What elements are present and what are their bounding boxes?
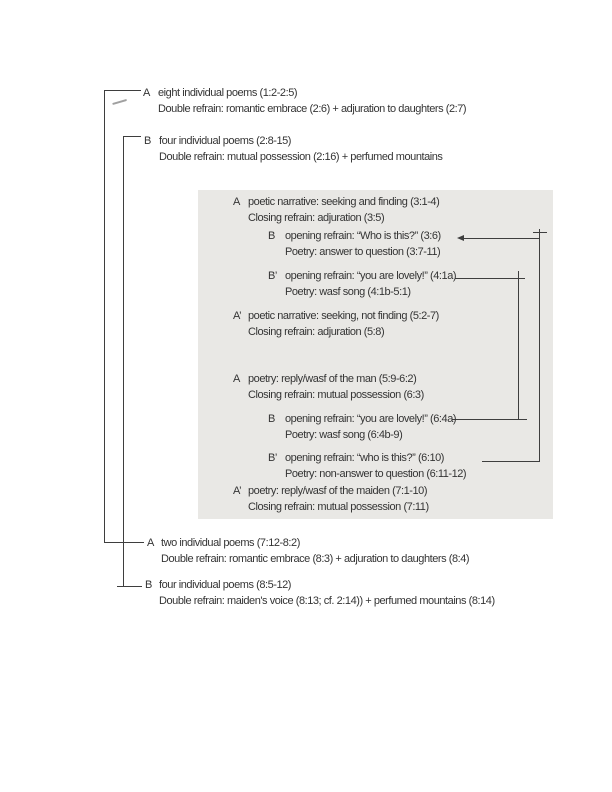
section-label: B’ <box>268 270 277 282</box>
connector-inner-bottom <box>452 419 527 420</box>
bracket-outer-vertical <box>104 90 105 543</box>
outline-entry-box-B2p <box>268 450 466 482</box>
bracket-inner-bottom <box>117 586 142 587</box>
entry-line2: Double refrain: romantic embrace (8:3) + adjuration to daughters (8:4) <box>161 553 470 565</box>
entry-line1: opening refrain: “you are lovely!” (6:4a) <box>285 413 457 425</box>
connector-outer-bottom <box>482 461 540 462</box>
entry-line2: Closing refrain: mutual possession (6:3) <box>248 389 424 401</box>
entry-line2: Poetry: wasf song (6:4b-9) <box>285 429 403 441</box>
section-label: B’ <box>268 452 277 464</box>
section-label: A <box>233 373 240 385</box>
entry-line1: poetry: reply/wasf of the man (5:9-6:2) <box>248 373 417 385</box>
outline-entry-box-B2 <box>268 411 456 443</box>
bracket-inner-vertical <box>123 136 124 587</box>
outline-entry-bottom-A <box>147 535 469 567</box>
section-label: B <box>268 230 275 242</box>
connector-outer-tick <box>533 232 547 233</box>
connector-inner-vertical <box>518 271 519 420</box>
section-label: A <box>233 196 240 208</box>
entry-line1: four individual poems (2:8-15) <box>159 135 292 147</box>
outline-entry-box-A1 <box>233 194 439 226</box>
outline-entry-top-A <box>143 85 466 117</box>
entry-line2: Closing refrain: adjuration (3:5) <box>248 212 385 224</box>
entry-line2: Poetry: answer to question (3:7-11) <box>285 246 441 258</box>
section-label: B <box>268 413 275 425</box>
entry-line2: Closing refrain: mutual possession (7:11) <box>248 501 429 513</box>
section-label: A’ <box>233 310 242 322</box>
entry-line1: eight individual poems (1:2-2:5) <box>158 87 298 99</box>
outline-entry-top-B <box>144 133 442 165</box>
pen-mark <box>112 99 127 105</box>
connector-outer-top <box>463 238 540 239</box>
bracket-inner-top <box>123 136 141 137</box>
bracket-outer-bottom <box>104 542 144 543</box>
entry-line2: Double refrain: romantic embrace (2:6) + adjuration to daughters (2:7) <box>158 103 467 115</box>
outline-entry-box-A2 <box>233 371 424 403</box>
connector-outer-vertical <box>539 229 540 462</box>
section-label: B <box>145 579 152 591</box>
section-label: A <box>143 87 150 99</box>
entry-line1: two individual poems (7:12-8:2) <box>161 537 300 549</box>
entry-line2: Double refrain: mutual possession (2:16) + perfumed mountains <box>159 151 443 163</box>
entry-line1: four individual poems (8:5-12) <box>159 579 292 591</box>
entry-line1: opening refrain: “who is this?” (6:10) <box>285 452 444 464</box>
entry-line2: Poetry: wasf song (4:1b-5:1) <box>285 286 411 298</box>
section-label: B <box>144 135 151 147</box>
outline-entry-box-B1p <box>268 268 456 300</box>
entry-line1: poetic narrative: seeking, not finding (5:2-7) <box>248 310 439 322</box>
entry-line1: opening refrain: “you are lovely!” (4:1a) <box>285 270 457 282</box>
outline-entry-box-A2p <box>233 483 429 515</box>
entry-line2: Double refrain: maiden's voice (8:13; cf. 2:14)) + perfumed mountains (8:14) <box>159 595 495 607</box>
bracket-outer-top <box>104 90 141 91</box>
entry-line1: poetic narrative: seeking and finding (3:1-4) <box>248 196 440 208</box>
section-label: A’ <box>233 485 242 497</box>
entry-line2: Closing refrain: adjuration (5:8) <box>248 326 385 338</box>
outline-entry-bottom-B <box>145 577 495 609</box>
entry-line2: Poetry: non-answer to question (6:11-12) <box>285 468 467 480</box>
connector-inner-top <box>455 278 525 279</box>
outline-entry-box-B1 <box>268 228 441 260</box>
entry-line1: opening refrain: “Who is this?” (3:6) <box>285 230 441 242</box>
entry-line1: poetry: reply/wasf of the maiden (7:1-10) <box>248 485 428 497</box>
outline-entry-box-A1p <box>233 308 439 340</box>
section-label: A <box>147 537 154 549</box>
